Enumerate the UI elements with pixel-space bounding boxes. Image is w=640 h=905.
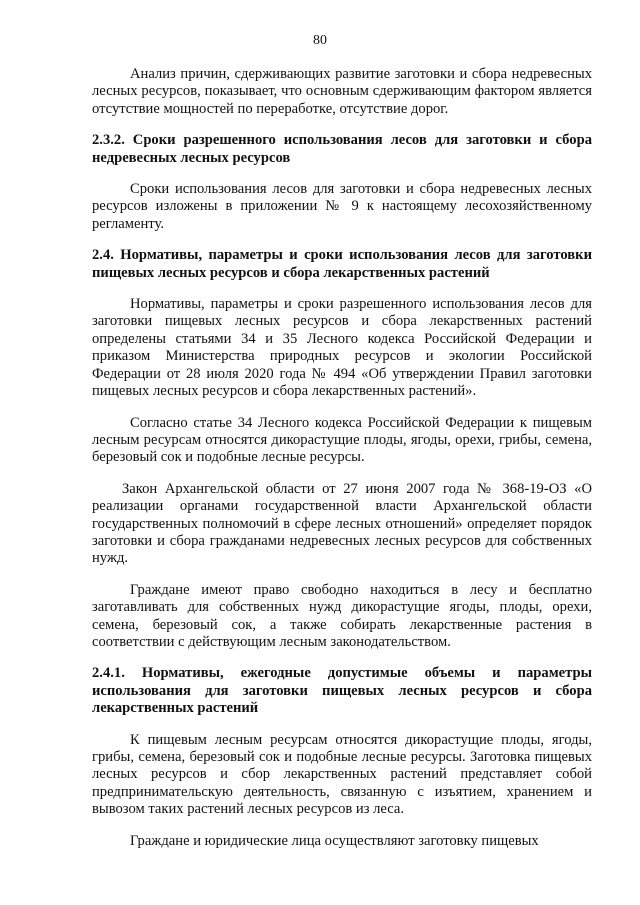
paragraph-usage-terms: Сроки использования лесов для заготовки и сбора недревесных лесных ресурсов изложены в приложении № 9 к настоящему лесохозяйственному регламенту. bbox=[92, 181, 592, 232]
section-heading-2-4: 2.4. Нормативы, параметры и сроки использования лесов для заготовки пищевых лесных ресурсов и сбора лекарственных растений bbox=[92, 247, 592, 281]
section-heading-2-4-1: 2.4.1. Нормативы, ежегодные допустимые объемы и параметры использования для заготовки пищевых лесных ресурсов и сбора лекарственных растений bbox=[92, 665, 592, 717]
paragraph-regional-law: Закон Архангельской области от 27 июня 2007 года № 368-19-ОЗ «О реализации органами государственной власти Архангельской области государственных полномочий в сфере лесных отношений» определяет порядок заготовки и сбора гражданами недревесных лесных ресурсов для собственных нужд. bbox=[92, 480, 592, 567]
paragraph-food-resources: К пищевым лесным ресурсам относятся дикорастущие плоды, ягоды, грибы, семена, березовый сок и подобные лесные ресурсы. Заготовка пищевых лесных ресурсов и сбор лекарственных растений представляет собой предпринимательскую деятельность, связанную с изъятием, хранением и вывозом таких растений лесных ресурсов из леса. bbox=[92, 731, 592, 818]
paragraph-citizens-legal-entities: Граждане и юридические лица осуществляют заготовку пищевых bbox=[130, 832, 539, 849]
page-number: 80 bbox=[313, 33, 327, 48]
paragraph-citizens-rights: Граждане имеют право свободно находиться в лесу и бесплатно заготавливать для собственных нужд дикорастущие ягоды, плоды, орехи, семена, березовый сок, а также собирать лекарственные растения в соответствии с действующим лесным законодательством. bbox=[92, 581, 592, 650]
paragraph-norms-defined: Нормативы, параметры и сроки разрешенного использования лесов для заготовки пищевых лесных ресурсов и сбора лекарственных растений определены статьями 34 и 35 Лесного кодекса Российской Федерации и приказом Министерства природных ресурсов и экологии Российской Федерации от 28 июля 2020 года № 494 «Об утверждении Правил заготовки пищевых лесных ресурсов и сбора лекарственных растений». bbox=[92, 296, 592, 400]
document-body bbox=[92, 66, 592, 850]
section-heading-2-3-2: 2.3.2. Сроки разрешенного использования лесов для заготовки и сбора недревесных лесных ресурсов bbox=[92, 132, 592, 166]
paragraph-article-34: Согласно статье 34 Лесного кодекса Российской Федерации к пищевым лесным ресурсам относятся дикорастущие плоды, ягоды, орехи, грибы, семена, березовый сок и подобные лесные ресурсы. bbox=[92, 414, 592, 466]
paragraph-analysis: Анализ причин, сдерживающих развитие заготовки и сбора недревесных лесных ресурсов, показывает, что основным сдерживающим фактором является отсутствие мощностей по переработке, отсутствие дорог. bbox=[92, 66, 592, 117]
